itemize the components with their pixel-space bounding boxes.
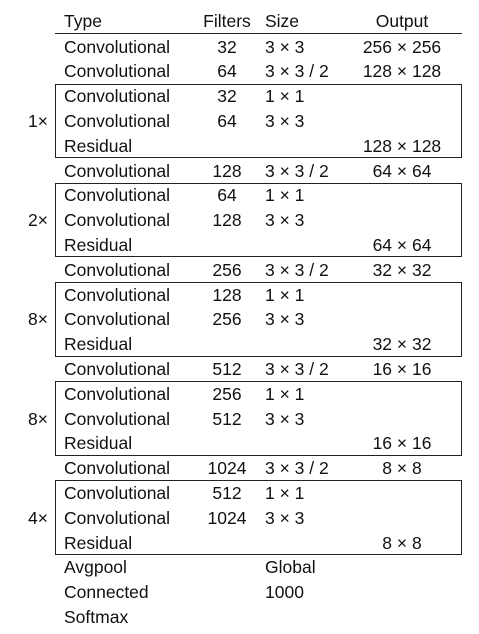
cell-type: Convolutional	[64, 507, 171, 528]
table-row	[0, 59, 479, 83]
cell-size: 3 × 3 / 2	[265, 458, 329, 479]
header-size: Size	[265, 11, 300, 31]
repeat-multiplier: 8×	[28, 408, 48, 429]
cell-type: Convolutional	[64, 185, 171, 206]
cell-output: 32 × 32	[372, 334, 432, 355]
table-row	[0, 580, 479, 604]
repeat-multiplier	[18, 84, 58, 108]
cell-filters: 64	[217, 185, 237, 206]
cell-output	[345, 580, 459, 604]
cell-output: 128 × 128	[362, 135, 442, 156]
cell-output: 128 × 128	[362, 61, 442, 82]
table-row	[0, 456, 479, 480]
cell-output: 256 × 256	[362, 36, 442, 57]
header-row	[0, 9, 479, 33]
cell-output: 64 × 64	[372, 234, 432, 255]
cell-output	[345, 555, 459, 579]
cell-type: Convolutional	[64, 61, 171, 82]
repeat-multiplier	[18, 481, 58, 505]
cell-size: 1000	[265, 582, 304, 603]
cell-type: Convolutional	[64, 160, 171, 181]
residual-block-box	[55, 84, 462, 159]
cell-type: Residual	[64, 532, 133, 553]
cell-type: Connected	[64, 582, 149, 603]
repeat-multiplier	[18, 332, 58, 356]
cell-filters	[193, 580, 261, 604]
cell-type: Convolutional	[64, 482, 171, 503]
header-type: Type	[64, 11, 102, 31]
cell-filters: 32	[217, 36, 237, 57]
repeat-multiplier	[18, 382, 58, 406]
cell-type: Convolutional	[64, 309, 171, 330]
table-row	[0, 357, 479, 381]
cell-filters: 256	[212, 309, 242, 330]
residual-block-box	[55, 282, 462, 357]
cell-size: 1 × 1	[265, 86, 305, 107]
cell-type: Convolutional	[64, 458, 171, 479]
cell-filters: 256	[212, 259, 242, 280]
cell-output	[345, 605, 459, 629]
cell-size: 3 × 3	[265, 36, 305, 57]
cell-type: Convolutional	[64, 86, 171, 107]
cell-filters: 512	[212, 408, 242, 429]
cell-type: Softmax	[64, 606, 129, 627]
repeat-multiplier	[18, 283, 58, 307]
residual-block-box	[55, 480, 462, 555]
cell-filters: 1024	[207, 507, 247, 528]
cell-size: 1 × 1	[265, 482, 305, 503]
cell-size: 3 × 3 / 2	[265, 358, 329, 379]
cell-filters: 128	[212, 284, 242, 305]
cell-filters	[193, 555, 261, 579]
repeat-multiplier	[18, 233, 58, 257]
table-row	[0, 159, 479, 183]
cell-type: Convolutional	[64, 358, 171, 379]
cell-size: 3 × 3 / 2	[265, 259, 329, 280]
cell-output: 64 × 64	[372, 160, 432, 181]
cell-type: Residual	[64, 135, 133, 156]
table-row	[0, 605, 479, 629]
cell-size: 3 × 3	[265, 507, 305, 528]
cell-output: 16 × 16	[372, 358, 432, 379]
repeat-multiplier	[18, 183, 58, 207]
cell-size: 3 × 3	[265, 309, 305, 330]
repeat-multiplier: 2×	[28, 210, 48, 231]
cell-type: Residual	[64, 334, 133, 355]
cell-type: Convolutional	[64, 408, 171, 429]
cell-type: Convolutional	[64, 284, 171, 305]
cell-filters: 256	[212, 383, 242, 404]
cell-size: 3 × 3	[265, 110, 305, 131]
cell-size: 1 × 1	[265, 284, 305, 305]
cell-output: 8 × 8	[382, 532, 422, 553]
repeat-multiplier	[18, 531, 58, 555]
table-row	[0, 555, 479, 579]
cell-type: Residual	[64, 433, 133, 454]
repeat-multiplier: 4×	[28, 507, 48, 528]
cell-filters: 64	[217, 110, 237, 131]
cell-size: 1 × 1	[265, 185, 305, 206]
cell-type: Avgpool	[64, 557, 127, 578]
cell-output: 32 × 32	[372, 259, 432, 280]
cell-type: Convolutional	[64, 383, 171, 404]
cell-output: 16 × 16	[372, 433, 432, 454]
cell-filters: 64	[217, 61, 237, 82]
cell-filters: 32	[217, 86, 237, 107]
cell-type: Convolutional	[64, 110, 171, 131]
cell-size: 3 × 3	[265, 408, 305, 429]
residual-block-box	[55, 183, 462, 258]
cell-filters: 512	[212, 482, 242, 503]
header-output: Output	[375, 11, 429, 31]
cell-filters: 512	[212, 358, 242, 379]
cell-filters	[193, 605, 261, 629]
table-row	[0, 258, 479, 282]
cell-filters: 128	[212, 160, 242, 181]
cell-size: 1 × 1	[265, 383, 305, 404]
cell-filters: 1024	[207, 458, 247, 479]
header-filters: Filters	[203, 11, 251, 31]
cell-type: Residual	[64, 234, 133, 255]
cell-size: 3 × 3 / 2	[265, 61, 329, 82]
cell-type: Convolutional	[64, 259, 171, 280]
cell-filters: 128	[212, 210, 242, 231]
cell-type: Convolutional	[64, 210, 171, 231]
cell-size: Global	[265, 557, 316, 578]
table-row	[0, 35, 479, 59]
cell-type: Convolutional	[64, 36, 171, 57]
cell-output: 8 × 8	[382, 458, 422, 479]
repeat-multiplier	[18, 431, 58, 455]
repeat-multiplier	[18, 134, 58, 158]
cell-size: 3 × 3 / 2	[265, 160, 329, 181]
repeat-multiplier: 1×	[28, 110, 48, 131]
repeat-multiplier: 8×	[28, 309, 48, 330]
residual-block-box	[55, 381, 462, 456]
cell-size: 3 × 3	[265, 210, 305, 231]
